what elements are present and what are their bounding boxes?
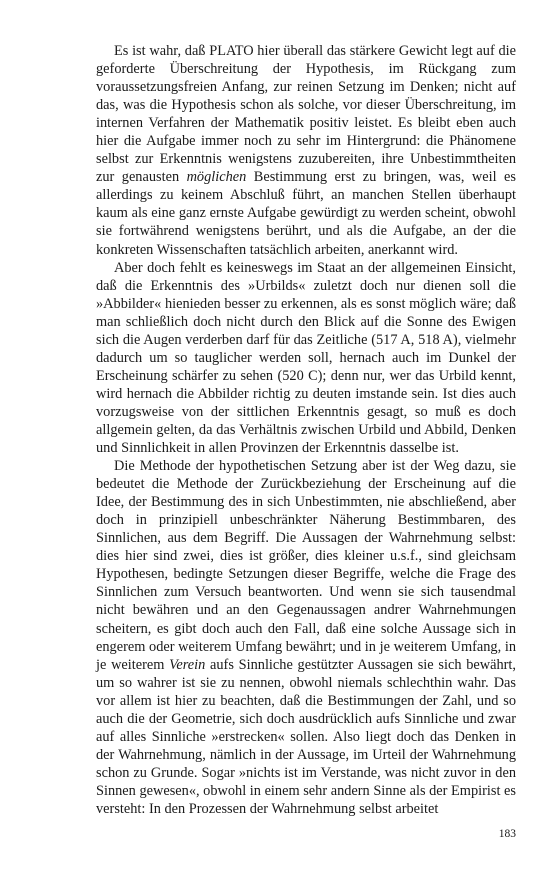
paragraph-hypothetische-setzung bbox=[96, 457, 516, 818]
book-page bbox=[96, 42, 516, 818]
paragraph-urbild-abbild bbox=[96, 259, 516, 458]
paragraph-text: Bestimmung erst zu bringen, was, weil es allerdings zu keinem Abschluß führt, an manchen Stellen überhaupt kaum als eine ganz ernste Aufgabe gewürdigt zu werden scheint, obwohl sie fortwährend wenigstens berührt, und als die Aufgabe, an der die konkreten Wissenschaften tatsächlich arbeiten, anerkannt wird. bbox=[96, 169, 516, 258]
paragraph-plato-hypothesis bbox=[96, 42, 516, 259]
emphasized-word: möglichen bbox=[186, 169, 247, 186]
page-number: 183 bbox=[498, 828, 516, 840]
paragraph-text: Aber doch fehlt es keineswegs im Staat an der allgemeinen Einsicht, daß die Erkenntnis des »Urbilds« zuletzt doch nur dienen soll die »Abbilder« hienieden besser zu erkennen, als es sonst möglich wäre; daß man schließlich doch nicht durch den Blick auf die Sonne des Ewigen sich die Augen verderben darf für das Zeitliche (517 A, 518 A), vielmehr dadurch um so tauglicher werden soll, hernach auch im Dunkel der Erscheinung schärfer zu sehen (520 C); denn nur, wer das Urbild kennt, wird hernach die Abbilder richtig zu deuten imstande sein. Ist dies auch vorzugsweise von der sittlichen Erkenntnis gesagt, so muß es doch allgemein gelten, da das Verhältnis zwischen Urbild und Abbild, Denken und Sinnlichkeit in allen Provinzen der Erkenntnis dasselbe ist. bbox=[96, 259, 516, 457]
emphasized-word: Verein bbox=[169, 656, 206, 673]
paragraph-text: Es ist wahr, daß PLATO hier überall das stärkere Gewicht legt auf die geforderte Überschreitung der Hypothesis, im Rückgang zum voraussetzungsfreien Anfang, zur reinen Setzung im Denken; nicht auf das, was die Hypothesis schon als solche, vor dieser Überschreitung, im internen Verfahren der Mathematik positiv leistet. Es bleibt eben auch hier die Aufgabe immer noch zu sehr im Hintergrund: die Phänomene selbst zur Erkenntnis wenigstens zuzubereiten, ihre Unbestimmtheiten zur genausten bbox=[96, 43, 516, 186]
paragraph-text: aufs Sinnliche gestützter Aussagen sie sich bewährt, um so wahrer ist sie zu nennen, obwohl niemals schlechthin wahr. Das vor allem ist hier zu beachten, daß die Bestimmungen der Zahl, und so auch die der Geometrie, sich doch ausdrücklich aufs Sinnliche und zwar auf alles Sinnliche »erstrecken« sollen. Also liegt doch das Denken in der Wahrnehmung, nämlich in der Aussage, im Urteil der Wahrnehmung schon zu Grunde. Sogar »nichts ist im Verstande, was nicht zuvor in den Sinnen gewesen«, obwohl in einem sehr andern Sinne als der Empirist es versteht: In den Prozessen der Wahrnehmung selbst arbeitet bbox=[96, 656, 516, 817]
paragraph-text: Die Methode der hypothetischen Setzung aber ist der Weg dazu, sie bedeutet die Methode der Zurückbeziehung der Erscheinung auf die Idee, der Bestimmung des in sich Unbestimmten, nie abschließend, aber doch in prinzipiell unbeschränkter Näherung Bestimmbaren, des Sinnlichen, aus dem Begriff. Die Aussagen der Wahrnehmung selbst: dies hier sind zwei, dies ist größer, dies kleiner u.s.f., sind gleichsam Hypothesen, bedingte Setzungen dieser Begriffe, welche die Frage des Sinnlichen zum Versuch beantworten. Und wenn sie sich tausendmal nicht bewähren und an den Gegenaussagen andrer Wahrnehmungen scheitern, es gibt doch auch den Fall, daß eine solche Aussage sich in engerem oder weiterem Umfang bewährt; und in je weiterem Umfang, in je weiterem bbox=[96, 458, 516, 673]
